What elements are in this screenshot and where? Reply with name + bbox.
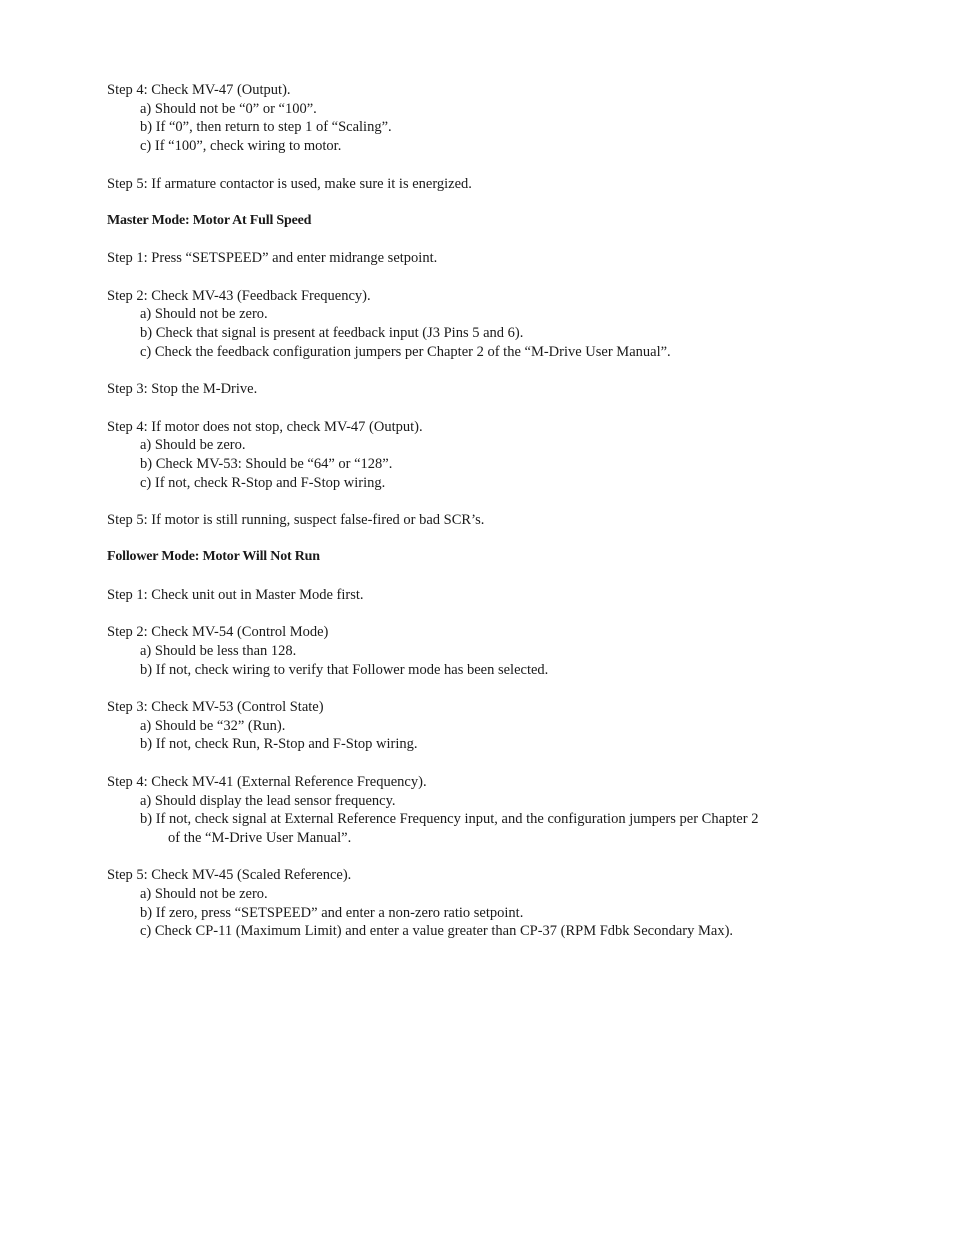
step-block	[107, 380, 867, 399]
step-item: c) Check CP-11 (Maximum Limit) and enter a value greater than CP-37 (RPM Fdbk Secondary Max).	[140, 923, 734, 940]
section-heading-block	[107, 548, 867, 567]
step-item: b) If not, check signal at External Reference Frequency input, and the configuration jumpers per Chapter 2	[140, 811, 759, 828]
step-block	[107, 511, 867, 530]
step-item: a) Should be zero.	[140, 437, 246, 454]
step-block	[107, 586, 867, 605]
step-item: c) Check the feedback configuration jumpers per Chapter 2 of the “M-Drive User Manual”.	[140, 343, 671, 360]
step-block	[107, 418, 867, 493]
step-block	[107, 249, 867, 268]
step-title: Step 4: Check MV-47 (Output).	[107, 82, 291, 98]
step-title: Step 1: Check unit out in Master Mode first.	[107, 586, 364, 603]
section-heading-block	[107, 212, 867, 231]
step-item: a) Should display the lead sensor frequency.	[140, 792, 396, 809]
step-block	[107, 81, 867, 156]
step-item: b) Check that signal is present at feedback input (J3 Pins 5 and 6).	[140, 325, 524, 342]
step-title: Step 4: Check MV-41 (External Reference Frequency).	[107, 773, 427, 790]
step-block	[107, 287, 867, 362]
document-page	[107, 81, 867, 960]
section-heading: Master Mode: Motor At Full Speed	[107, 212, 312, 228]
step-block	[107, 773, 867, 848]
step-block	[107, 698, 867, 754]
step-title: Step 4: If motor does not stop, check MV-47 (Output).	[107, 418, 423, 435]
step-block	[107, 175, 867, 194]
step-item: a) Should not be zero.	[140, 306, 268, 323]
step-item: c) If “100”, check wiring to motor.	[140, 138, 342, 155]
step-block	[107, 866, 867, 941]
step-item: b) If “0”, then return to step 1 of “Scaling”.	[140, 119, 392, 136]
step-title: Step 3: Check MV-53 (Control State)	[107, 699, 324, 716]
step-item: a) Should be “32” (Run).	[140, 717, 286, 734]
step-item: a) Should not be “0” or “100”.	[140, 100, 317, 117]
step-item: b) If not, check Run, R-Stop and F-Stop wiring.	[140, 736, 418, 753]
step-block	[107, 623, 867, 679]
step-item: b) If zero, press “SETSPEED” and enter a non-zero ratio setpoint.	[140, 904, 524, 921]
step-item-continuation: of the “M-Drive User Manual”.	[168, 829, 352, 846]
step-title: Step 2: Check MV-54 (Control Mode)	[107, 624, 329, 641]
step-title: Step 3: Stop the M-Drive.	[107, 381, 258, 398]
step-title: Step 5: If motor is still running, suspect false-fired or bad SCR’s.	[107, 512, 485, 529]
section-heading: Follower Mode: Motor Will Not Run	[107, 549, 320, 565]
step-item: b) If not, check wiring to verify that Follower mode has been selected.	[140, 661, 549, 678]
step-item: c) If not, check R-Stop and F-Stop wiring.	[140, 474, 386, 491]
step-title: Step 5: Check MV-45 (Scaled Reference).	[107, 867, 352, 884]
step-item: a) Should not be zero.	[140, 886, 268, 903]
step-title: Step 5: If armature contactor is used, make sure it is energized.	[107, 175, 472, 192]
step-item: b) Check MV-53: Should be “64” or “128”.	[140, 455, 393, 472]
step-title: Step 1: Press “SETSPEED” and enter midrange setpoint.	[107, 250, 438, 267]
step-title: Step 2: Check MV-43 (Feedback Frequency).	[107, 287, 371, 304]
step-item: a) Should be less than 128.	[140, 642, 297, 659]
